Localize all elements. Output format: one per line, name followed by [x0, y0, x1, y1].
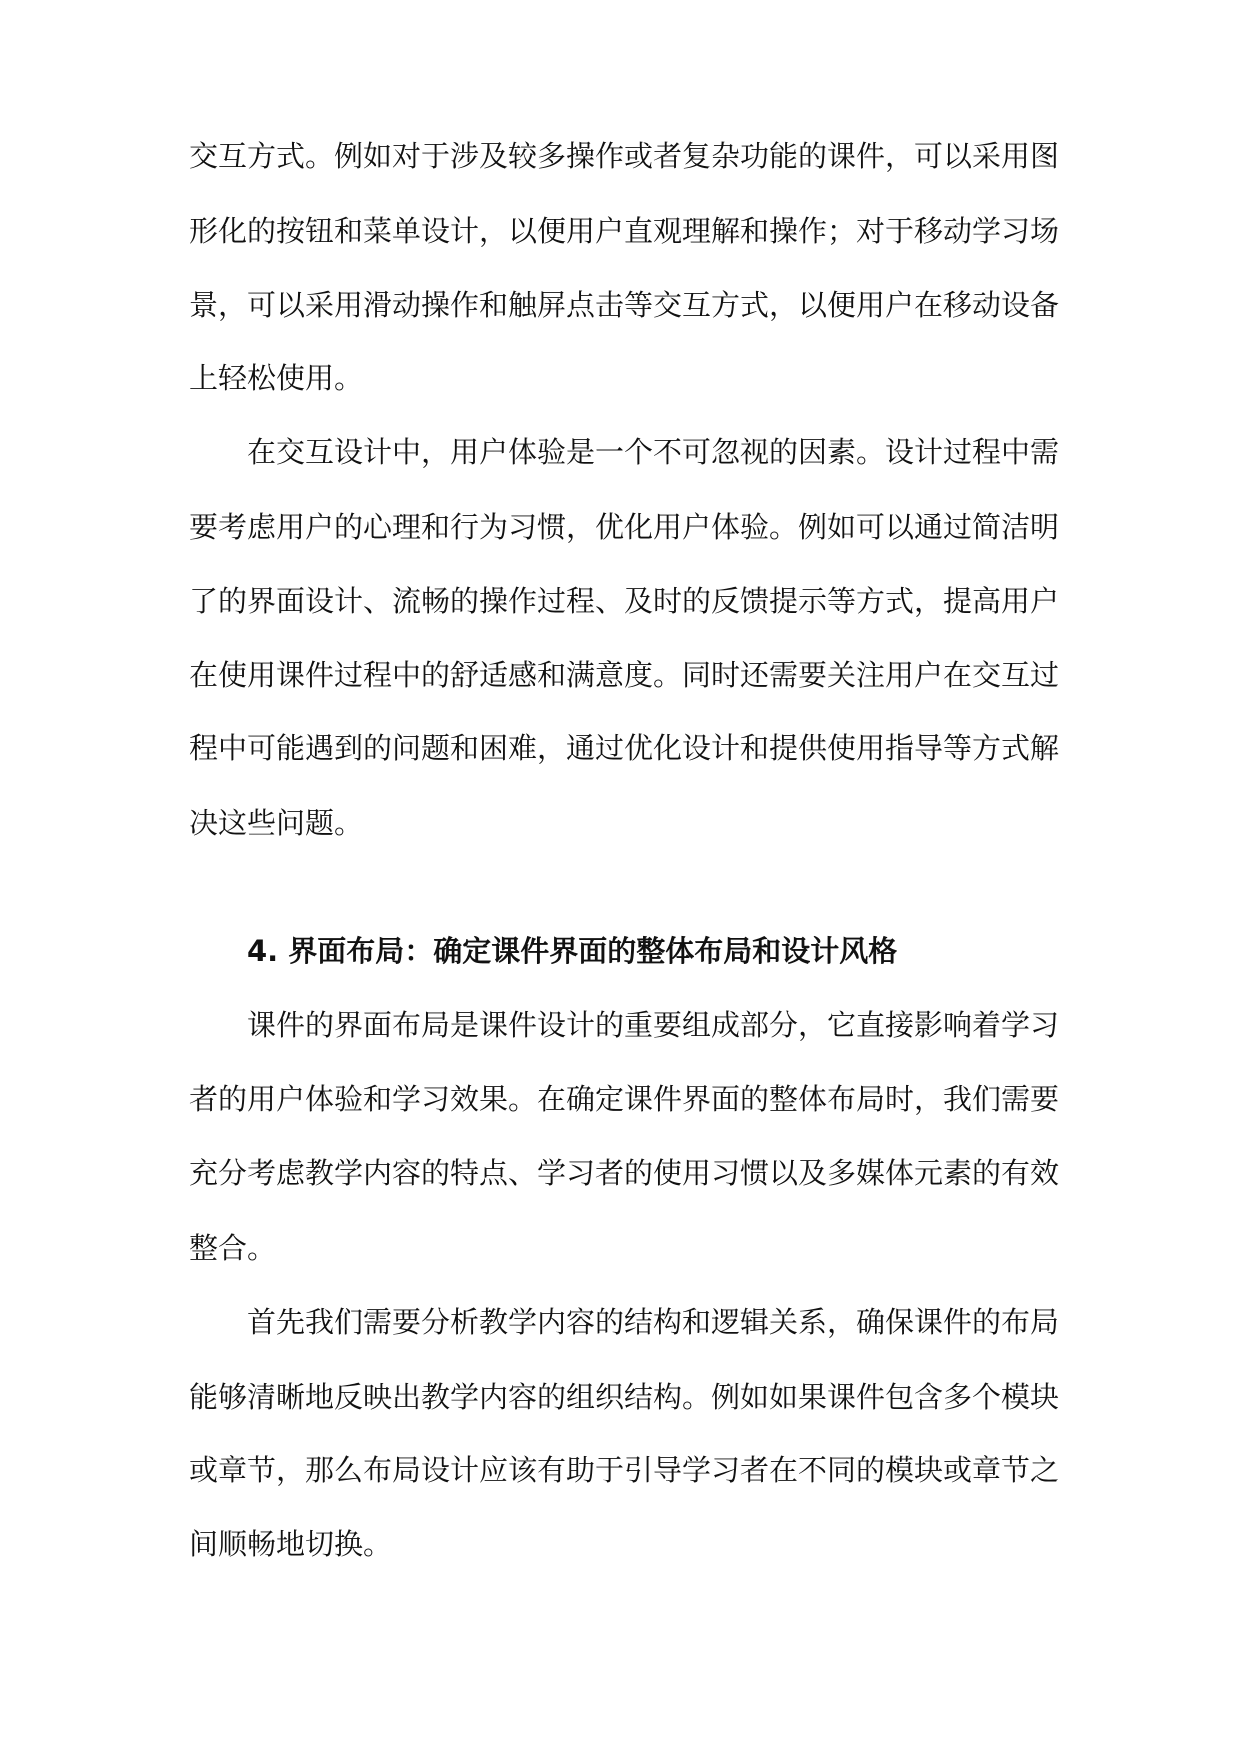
paragraph-1-line-1: 交互方式。例如对于涉及较多操作或者复杂功能的课件，可以采用图 [189, 139, 1060, 173]
paragraph-3-line-4: 整合。 [189, 1231, 277, 1265]
paragraph-2-line-1: 在交互设计中，用户体验是一个不可忽视的因素。设计过程中需 [247, 435, 1060, 469]
paragraph-2-line-5: 程中可能遇到的问题和困难，通过优化设计和提供使用指导等方式解 [189, 731, 1060, 765]
paragraph-4-line-3: 或章节，那么布局设计应该有助于引导学习者在不同的模块或章节之 [189, 1453, 1060, 1487]
paragraph-4-line-4: 间顺畅地切换。 [189, 1527, 393, 1561]
paragraph-2-line-3: 了的界面设计、流畅的操作过程、及时的反馈提示等方式，提高用户 [189, 584, 1060, 618]
paragraph-3-line-2: 者的用户体验和学习效果。在确定课件界面的整体布局时，我们需要 [189, 1082, 1060, 1116]
section-heading: 4. 界面布局：确定课件界面的整体布局和设计风格 [247, 934, 898, 968]
paragraph-4-line-2: 能够清晰地反映出教学内容的组织结构。例如如果课件包含多个模块 [189, 1380, 1060, 1414]
paragraph-4-line-1: 首先我们需要分析教学内容的结构和逻辑关系，确保课件的布局 [247, 1305, 1060, 1339]
paragraph-1-line-3: 景，可以采用滑动操作和触屏点击等交互方式，以便用户在移动设备 [189, 288, 1060, 322]
paragraph-3-line-3: 充分考虑教学内容的特点、学习者的使用习惯以及多媒体元素的有效 [189, 1156, 1060, 1190]
paragraph-1-line-4: 上轻松使用。 [189, 361, 364, 395]
paragraph-3-line-1: 课件的界面布局是课件设计的重要组成部分，它直接影响着学习 [247, 1008, 1060, 1042]
paragraph-1-line-2: 形化的按钮和菜单设计，以便用户直观理解和操作；对于移动学习场 [189, 214, 1060, 248]
paragraph-2-line-2: 要考虑用户的心理和行为习惯，优化用户体验。例如可以通过简洁明 [189, 510, 1060, 544]
paragraph-2-line-6: 决这些问题。 [189, 806, 364, 840]
paragraph-2-line-4: 在使用课件过程中的舒适感和满意度。同时还需要关注用户在交互过 [189, 658, 1060, 692]
